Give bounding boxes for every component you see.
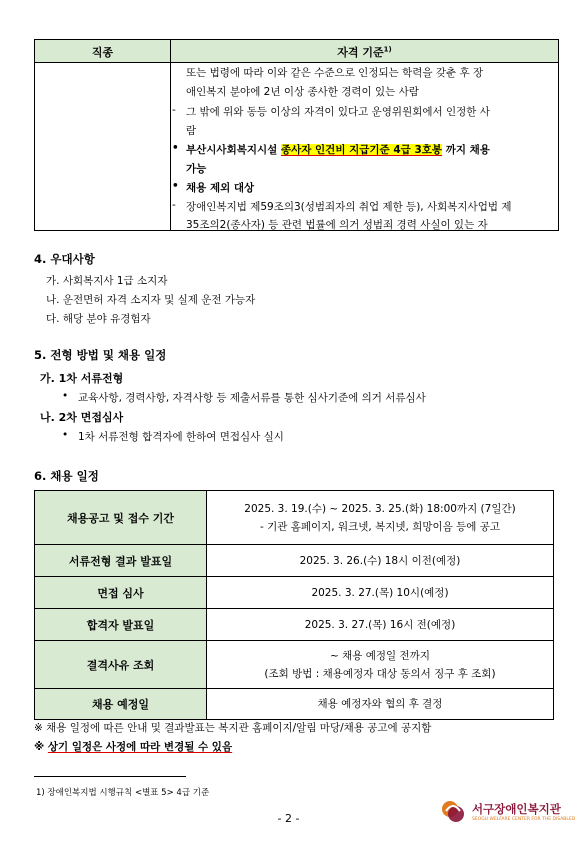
preference-item: 다. 해당 분야 유경험자 <box>46 313 151 325</box>
schedule-row <box>35 491 553 545</box>
footnote: 1) 장애인복지법 시행규칙 <별표 5> 4급 기준 <box>36 788 210 798</box>
pay-standard-line-2: 가능 <box>186 163 207 175</box>
bullet-marker: • <box>62 390 69 402</box>
schedule-note-1: ※ 채용 일정에 따른 안내 및 결과발표는 복지관 홈페이지/알림 마당/채용 공고에 공지함 <box>34 722 432 734</box>
exclusion-title: 채용 제외 대상 <box>186 182 255 194</box>
screening-step-1-detail: 교육사항, 경력사항, 자격사항 등 제출서류를 통한 심사기준에 의거 서류심사 <box>78 392 426 404</box>
footnote-divider <box>34 776 186 777</box>
section-6-title: 6. 채용 일정 <box>34 469 99 483</box>
schedule-value-line-1: ~ 채용 예정일 전까지 <box>330 649 430 662</box>
qual-line-1: 또는 법령에 따라 이와 같은 수준으로 인정되는 학력을 갖춘 후 장 <box>186 67 484 79</box>
schedule-value-line-1: 2025. 3. 27.(목) 10시(예정) <box>311 586 449 599</box>
schedule-change-notice: 상기 일정은 사정에 따라 변경될 수 있음 <box>47 741 233 753</box>
pay-standard-line <box>186 142 490 157</box>
schedule-table <box>34 490 554 720</box>
screening-step-1: 가. 1차 서류전형 <box>40 372 124 385</box>
section-4-title: 4. 우대사항 <box>34 252 95 266</box>
schedule-label: 서류전형 결과 발표일 <box>35 545 207 576</box>
screening-step-2: 나. 2차 면접심사 <box>40 411 124 424</box>
schedule-row <box>35 609 553 641</box>
header-qualification <box>171 44 558 60</box>
exclusion-line-2: 35조의2(종사자) 등 관련 법률에 의거 성범죄 경력 사실이 있는 자 <box>186 219 488 231</box>
qual-line-2: 애인복지 분야에 2년 이상 종사한 경력이 있는 사람 <box>186 86 419 98</box>
dash-marker: - <box>172 104 176 116</box>
schedule-value-line-2: - 기관 홈페이지, 워크넷, 복지넷, 희망이음 등에 공고 <box>259 520 501 533</box>
bullet-marker: • <box>172 180 179 192</box>
schedule-row <box>35 689 553 719</box>
schedule-value <box>207 609 553 640</box>
qual-line-4: 람 <box>186 125 197 137</box>
schedule-value <box>207 689 553 719</box>
schedule-value-line-2: (조회 방법 : 채용예정자 대상 동의서 징구 후 조회) <box>264 667 496 680</box>
schedule-value-line-1: 채용 예정자와 협의 후 결정 <box>317 698 443 710</box>
logo-emblem-icon <box>438 797 468 827</box>
schedule-row <box>35 577 553 609</box>
schedule-row <box>35 641 553 689</box>
qual-line-3: 그 밖에 위와 동등 이상의 자격이 있다고 운영위원회에서 인정한 사 <box>186 106 490 118</box>
bullet-marker: • <box>62 429 69 441</box>
section-5-title: 5. 전형 방법 및 채용 일정 <box>34 348 167 362</box>
schedule-value-line-1: 2025. 3. 27.(목) 16시 전(예정) <box>304 618 456 631</box>
schedule-value <box>207 491 553 544</box>
schedule-label: 합격자 발표일 <box>35 609 207 640</box>
pay-standard-highlight: 종사자 인건비 지급기준 4급 3호봉 <box>280 144 443 156</box>
preference-item: 가. 사회복지사 1급 소지자 <box>46 275 168 287</box>
dash-marker: - <box>172 199 176 211</box>
preference-item: 나. 운전면허 자격 소지자 및 실제 운전 가능자 <box>46 294 256 306</box>
column-divider <box>170 40 171 230</box>
footnote-marker: 1) <box>383 45 392 54</box>
schedule-value-line-1: 2025. 3. 26.(수) 18시 이전(예정) <box>299 554 461 567</box>
schedule-label: 결격사유 조회 <box>35 641 207 688</box>
schedule-value <box>207 545 553 576</box>
note-mark: ※ <box>34 741 48 753</box>
schedule-label: 면접 심사 <box>35 577 207 608</box>
schedule-note-2 <box>34 739 232 754</box>
schedule-label: 채용공고 및 접수 기간 <box>35 491 207 544</box>
logo-subtitle: SEOGU WELFARE CENTER FOR THE DISABLED <box>472 817 576 822</box>
pay-standard-post: 까지 채용 <box>442 144 490 156</box>
header-job-type: 직종 <box>91 46 114 59</box>
page-number: - 2 - <box>277 812 300 825</box>
schedule-row <box>35 545 553 577</box>
schedule-value <box>207 641 553 688</box>
screening-step-2-detail: 1차 서류전형 합격자에 한하여 면접심사 실시 <box>78 431 284 443</box>
exclusion-line-1: 장애인복지법 제59조의3(성범죄자의 취업 제한 등), 사회복지사업법 제 <box>186 201 512 213</box>
schedule-label: 채용 예정일 <box>35 689 207 719</box>
schedule-value-line-1: 2025. 3. 19.(수) ~ 2025. 3. 25.(화) 18:00까지 (7일간) <box>244 502 516 515</box>
logo-name: 서구장애인복지관 <box>472 802 561 816</box>
schedule-value <box>207 577 553 608</box>
header-qualification-label: 자격 기준 <box>337 46 384 59</box>
pay-standard-pre: 부산시사회복지시설 <box>186 144 281 156</box>
bullet-marker: • <box>172 142 179 154</box>
organization-logo <box>438 797 576 827</box>
